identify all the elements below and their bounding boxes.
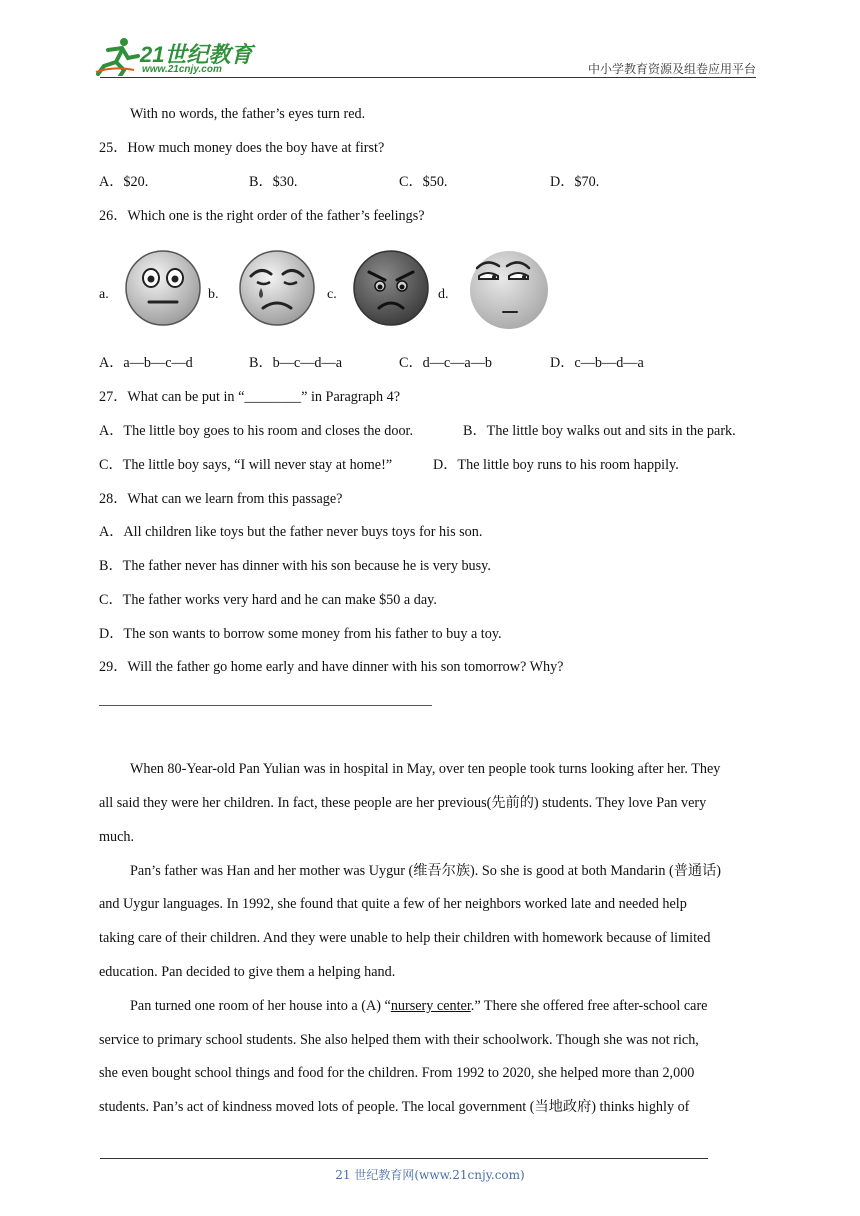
q26-option-b: B．b—c—d—a: [249, 355, 342, 371]
q26-option-c: C．d—c—a—b: [399, 355, 492, 371]
q25-option-d: D．$70.: [550, 174, 600, 190]
question-27: 27．What can be put in “________” in Paragraph 4?: [99, 389, 400, 405]
q28-option-c: C．The father works very hard and he can make $50 a day.: [99, 592, 437, 608]
footer-divider: [100, 1158, 708, 1159]
q28-option-b: B．The father never has dinner with his son because he is very busy.: [99, 558, 491, 574]
passage-line: and Uygur languages. In 1992, she found that quite a few of her neighbors worked late and needed help: [99, 896, 687, 912]
q27-option-a: A．The little boy goes to his room and closes the door.: [99, 423, 414, 439]
face-label-a: a.: [99, 287, 109, 302]
question-28: 28．What can we learn from this passage?: [99, 491, 343, 507]
passage-text: Pan turned one room of her house into a (A) “: [130, 998, 391, 1014]
logo-text: 21世纪教育: [140, 42, 253, 67]
passage-line: When 80-Year-old Pan Yulian was in hospital in May, over ten people took turns looking after her. They: [130, 761, 721, 777]
feelings-faces: [99, 248, 569, 330]
passage-line: education. Pan decided to give them a helping hand.: [99, 964, 396, 980]
passage-last-line: With no words, the father’s eyes turn red.: [130, 106, 366, 122]
passage-line: all said they were her children. In fact, these people are her previous(先前的) students. They love Pan very: [99, 795, 707, 811]
logo-url: www.21cnjy.com: [142, 64, 222, 75]
q27-option-d: D．The little boy runs to his room happily.: [433, 457, 679, 473]
question-26: 26．Which one is the right order of the father’s feelings?: [99, 208, 425, 224]
passage-line: taking care of their children. And they were unable to help their children with homework because of limited: [99, 930, 711, 946]
passage-text: .” There she offered free after-school care: [470, 998, 708, 1014]
page-header: [0, 0, 860, 80]
q27-option-b: B．The little boy walks out and sits in the park.: [463, 423, 736, 439]
bored-face-icon: [467, 248, 551, 332]
passage-line: [99, 998, 707, 1015]
face-label-b: b.: [208, 287, 219, 302]
q27-option-c: C．The little boy says, “I will never stay at home!”: [99, 457, 393, 473]
q28-option-d: D．The son wants to borrow some money from his father to buy a toy.: [99, 626, 502, 642]
question-29: 29．Will the father go home early and have dinner with his son tomorrow? Why?: [99, 659, 564, 675]
question-25: 25．How much money does the boy have at first?: [99, 140, 385, 156]
header-divider: [100, 77, 756, 78]
face-label-d: d.: [438, 287, 449, 302]
calm-face-icon: [123, 248, 203, 328]
q25-option-a: A．$20.: [99, 174, 149, 190]
passage-line: much.: [99, 829, 135, 845]
passage-line: Pan’s father was Han and her mother was Uygur (维吾尔族). So she is good at both Mandarin (普通话): [130, 863, 722, 879]
face-label-c: c.: [327, 287, 337, 302]
site-logo: [94, 36, 264, 78]
page-footer: 21 世纪教育网(www.21cnjy.com): [335, 1168, 525, 1182]
q26-option-d: D．c—b—d—a: [550, 355, 644, 371]
q25-option-c: C．$50.: [399, 174, 448, 190]
nursery-center-underlined: nursery center: [390, 998, 471, 1014]
passage-line: students. Pan’s act of kindness moved lots of people. The local government (当地政府) thinks highly of: [99, 1099, 690, 1115]
header-platform-name: 中小学教育资源及组卷应用平台: [587, 62, 756, 76]
runner-logo-icon: [94, 36, 140, 76]
passage-line: service to primary school students. She also helped them with their schoolwork. Though she was not rich,: [99, 1032, 699, 1048]
angry-face-icon: [351, 248, 431, 328]
passage-line: she even bought school things and food for the children. From 1992 to 2020, she helped more than 2,000: [99, 1065, 695, 1081]
crying-face-icon: [237, 248, 317, 328]
q26-option-a: A．a—b—c—d: [99, 355, 193, 371]
q25-option-b: B．$30.: [249, 174, 298, 190]
q28-option-a: A．All children like toys but the father never buys toys for his son.: [99, 524, 483, 540]
answer-blank-line: [99, 705, 432, 706]
